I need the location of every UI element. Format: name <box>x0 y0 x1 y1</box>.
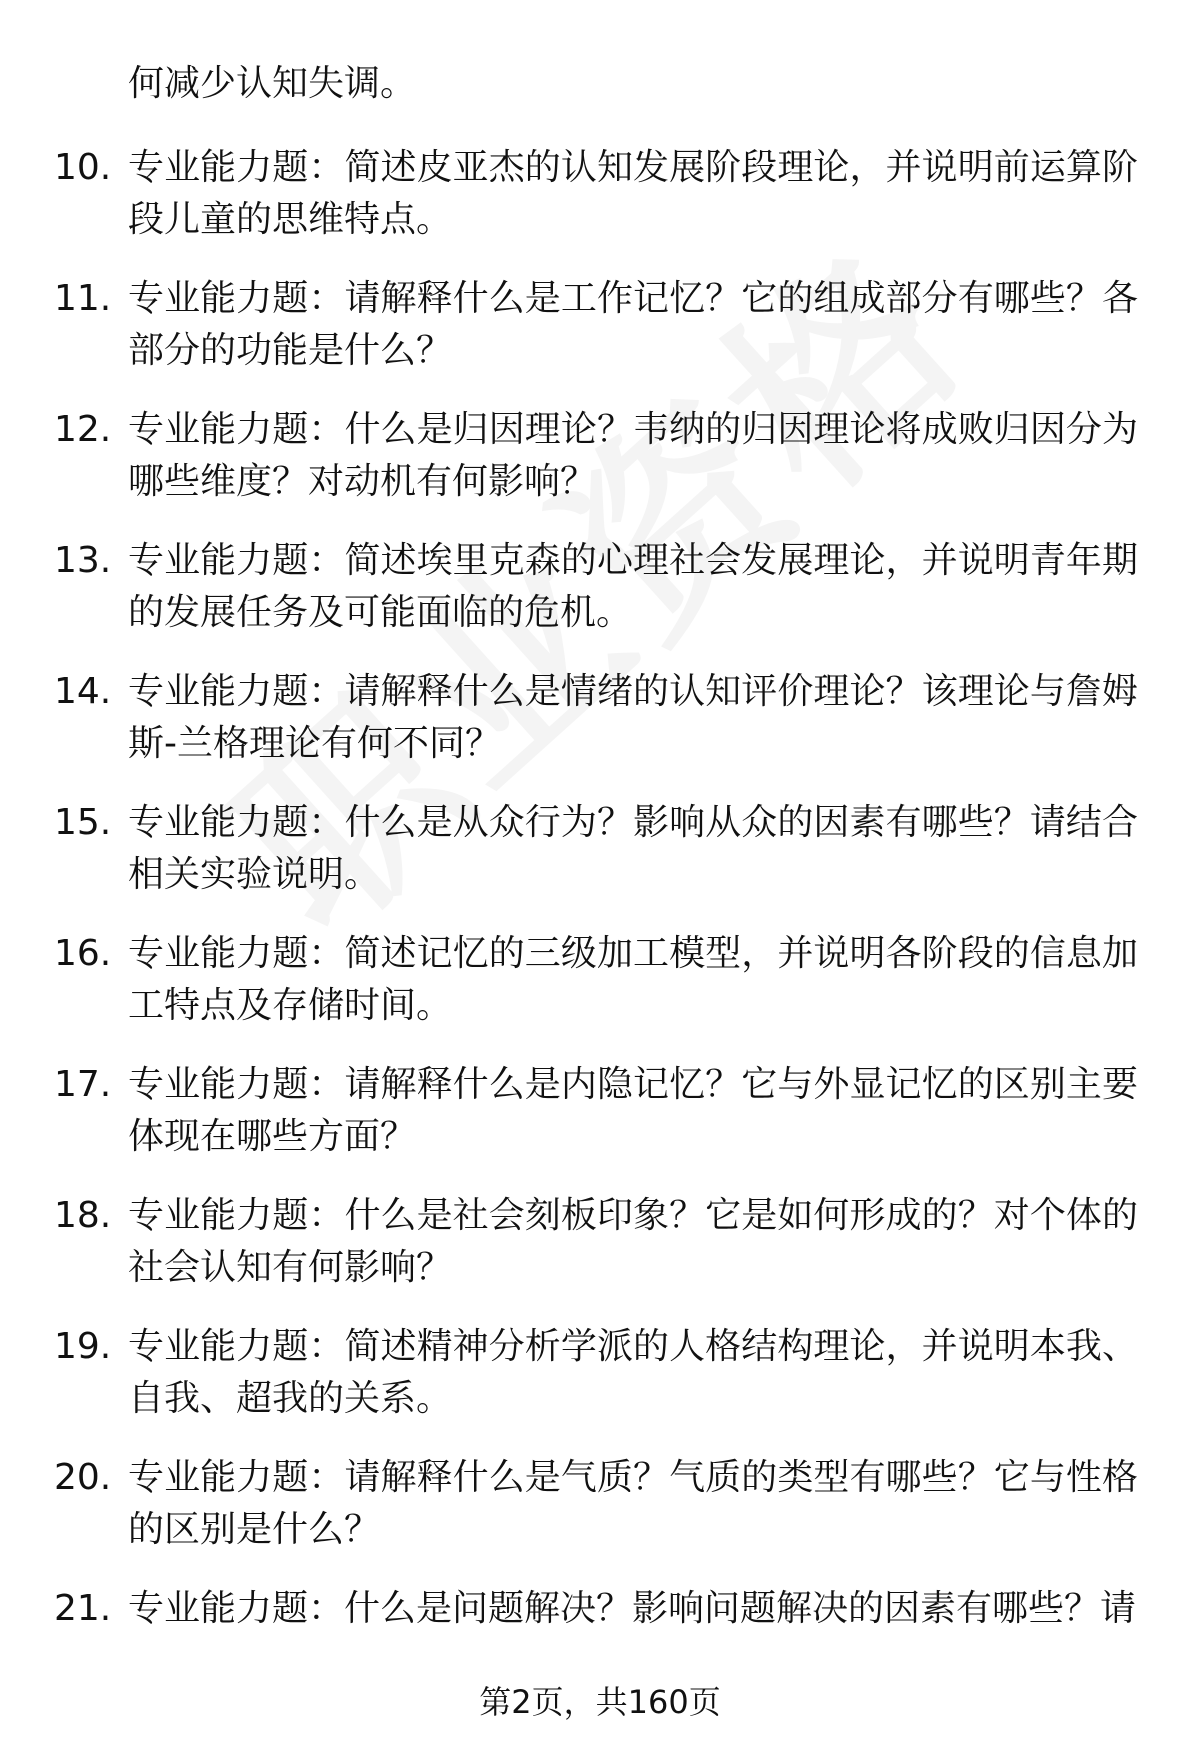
question-number: 21. <box>54 1588 112 1629</box>
question-item <box>0 404 1200 535</box>
question-item <box>0 797 1200 928</box>
question-number: 15. <box>54 802 112 843</box>
question-item <box>0 1452 1200 1583</box>
question-number: 13. <box>54 540 112 581</box>
question-number: 16. <box>54 933 112 974</box>
question-number: 19. <box>54 1326 112 1367</box>
question-item <box>0 1321 1200 1452</box>
question-text: 专业能力题：请解释什么是内隐记忆？它与外显记忆的区别主要体现在哪些方面？ <box>128 1064 1138 1157</box>
question-item <box>0 1190 1200 1321</box>
question-text: 专业能力题：什么是问题解决？影响问题解决的因素有哪些？请 <box>128 1588 1137 1629</box>
question-item <box>0 273 1200 404</box>
question-item <box>0 666 1200 797</box>
question-number: 11. <box>54 278 112 319</box>
question-text: 专业能力题：什么是社会刻板印象？它是如何形成的？对个体的社会认知有何影响？ <box>128 1195 1138 1288</box>
question-number: 17. <box>54 1064 112 1105</box>
question-item <box>0 1583 1200 1714</box>
question-text: 专业能力题：什么是归因理论？韦纳的归因理论将成败归因分为哪些维度？对动机有何影响？ <box>128 409 1138 502</box>
question-item <box>0 535 1200 666</box>
question-list <box>0 142 1200 1714</box>
question-number: 14. <box>54 671 112 712</box>
question-text: 专业能力题：什么是从众行为？影响从众的因素有哪些？请结合相关实验说明。 <box>128 802 1138 895</box>
question-text: 专业能力题：请解释什么是工作记忆？它的组成部分有哪些？各部分的功能是什么？ <box>128 278 1138 371</box>
question-text: 专业能力题：请解释什么是气质？气质的类型有哪些？它与性格的区别是什么？ <box>128 1457 1138 1550</box>
question-number: 12. <box>54 409 112 450</box>
question-text: 专业能力题：请解释什么是情绪的认知评价理论？该理论与詹姆斯-兰格理论有何不同？ <box>128 671 1138 764</box>
question-text: 专业能力题：简述精神分析学派的人格结构理论，并说明本我、自我、超我的关系。 <box>128 1326 1138 1419</box>
question-text: 专业能力题：简述埃里克森的心理社会发展理论，并说明青年期的发展任务及可能面临的危机。 <box>128 540 1138 633</box>
question-number: 10. <box>54 147 112 188</box>
question-number: 18. <box>54 1195 112 1236</box>
question-item <box>0 928 1200 1059</box>
question-number: 20. <box>54 1457 112 1498</box>
question-item <box>0 142 1200 273</box>
question-text: 专业能力题：简述记忆的三级加工模型，并说明各阶段的信息加工特点及存储时间。 <box>128 933 1138 1026</box>
page-footer: 第2页，共160页 <box>479 1683 721 1721</box>
continuation-text: 何减少认知失调。 <box>128 63 417 104</box>
question-text: 专业能力题：简述皮亚杰的认知发展阶段理论，并说明前运算阶段儿童的思维特点。 <box>128 147 1138 240</box>
question-item <box>0 1059 1200 1190</box>
